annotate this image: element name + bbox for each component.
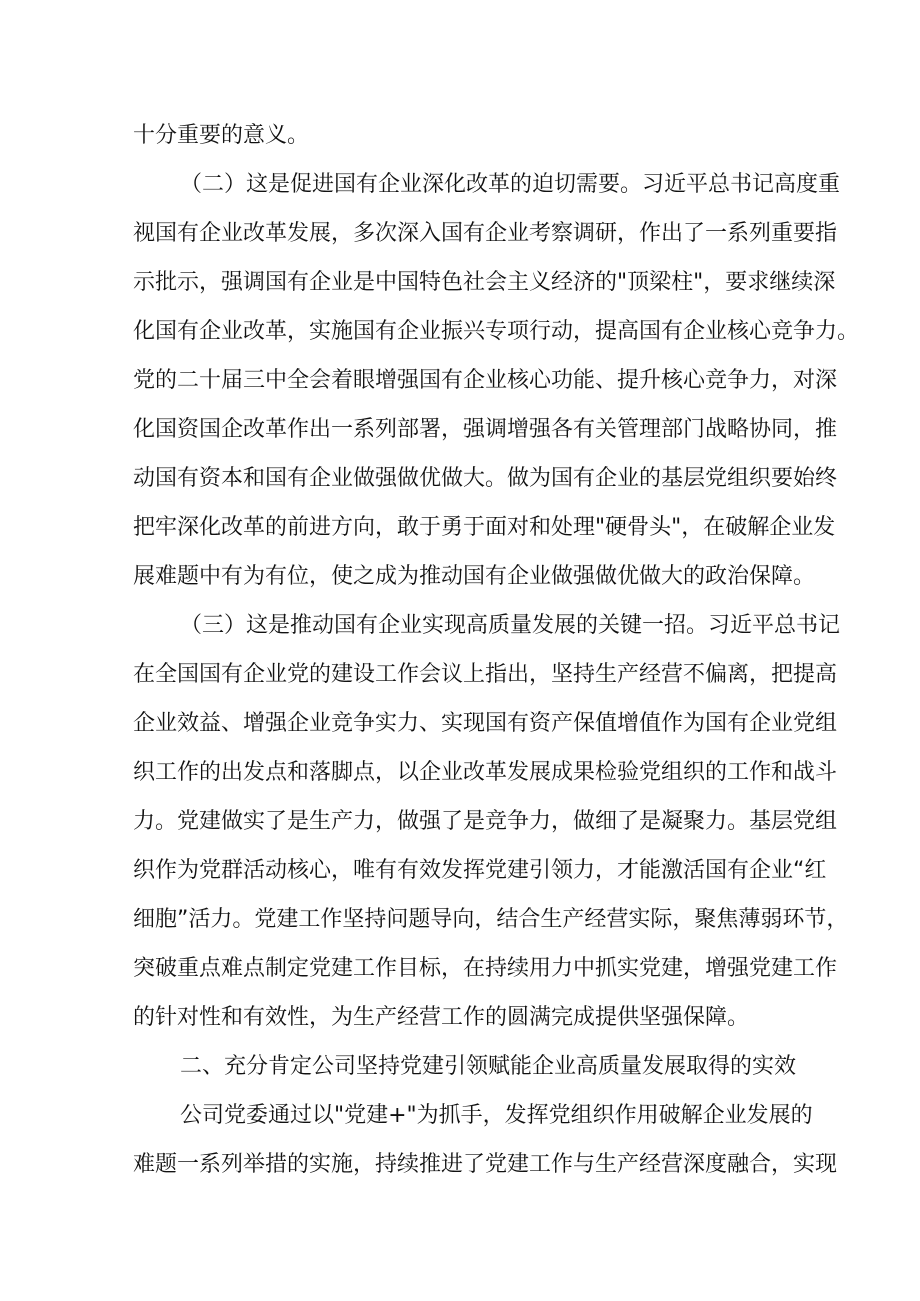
text-line: 党的二十届三中全会着眼增强国有企业核心功能、提升核心竞争力，对深	[133, 368, 838, 393]
subsection-3-heading-line: （三）这是推动国有企业实现高质量发展的关键一招。习近平总书记	[180, 613, 841, 638]
text-line: 化国有企业改革，实施国有企业振兴专项行动，提高国有企业核心竞争力。	[133, 319, 860, 344]
text-line: 难题一系列举措的实施，持续推进了党建工作与生产经营深度融合，实现	[133, 1152, 838, 1177]
text-line: 力。党建做实了是生产力，做强了是竞争力，做细了是凝聚力。基层党组	[133, 809, 838, 834]
section-2-heading: 二、充分肯定公司坚持党建引领赋能企业高质量发展取得的实效	[180, 1054, 797, 1079]
text-line: 把牢深化改革的前进方向，敢于勇于面对和处理"硬骨头"，在破解企业发	[133, 515, 836, 540]
text-line: 公司党委通过以"党建+"为抓手，发挥党组织作用破解企业发展的	[180, 1103, 813, 1128]
text-line: 动国有资本和国有企业做强做优做大。做为国有企业的基层党组织要始终	[133, 466, 838, 491]
text-line: 展难题中有为有位，使之成为推动国有企业做强做优做大的政治保障。	[133, 564, 816, 589]
text-line: 细胞”活力。党建工作坚持问题导向，结合生产经营实际，聚焦薄弱环节，	[133, 907, 849, 932]
text-line: 织工作的出发点和落脚点，以企业改革发展成果检验党组织的工作和战斗	[133, 760, 838, 785]
subsection-2-heading-line: （二）这是促进国有企业深化改革的迫切需要。习近平总书记高度重	[180, 172, 841, 197]
text-line: 织作为党群活动核心，唯有有效发挥党建引领力，才能激活国有企业“红	[133, 858, 827, 883]
text-line: 的针对性和有效性，为生产经营工作的圆满完成提供坚强保障。	[133, 1005, 750, 1030]
text-line: 突破重点难点制定党建工作目标，在持续用力中抓实党建，增强党建工作	[133, 956, 838, 981]
text-line: 在全国国有企业党的建设工作会议上指出，坚持生产经营不偏离，把提高	[133, 662, 838, 687]
text-line: 化国资国企改革作出一系列部署，强调增强各有关管理部门战略协同，推	[133, 417, 838, 442]
text-line: 示批示，强调国有企业是中国特色社会主义经济的"顶梁柱"，要求继续深	[133, 270, 836, 295]
text-line: 十分重要的意义。	[133, 123, 310, 148]
text-line: 企业效益、增强企业竞争实力、实现国有资产保值增值作为国有企业党组	[133, 711, 838, 736]
text-line: 视国有企业改革发展，多次深入国有企业考察调研，作出了一系列重要指	[133, 221, 838, 246]
